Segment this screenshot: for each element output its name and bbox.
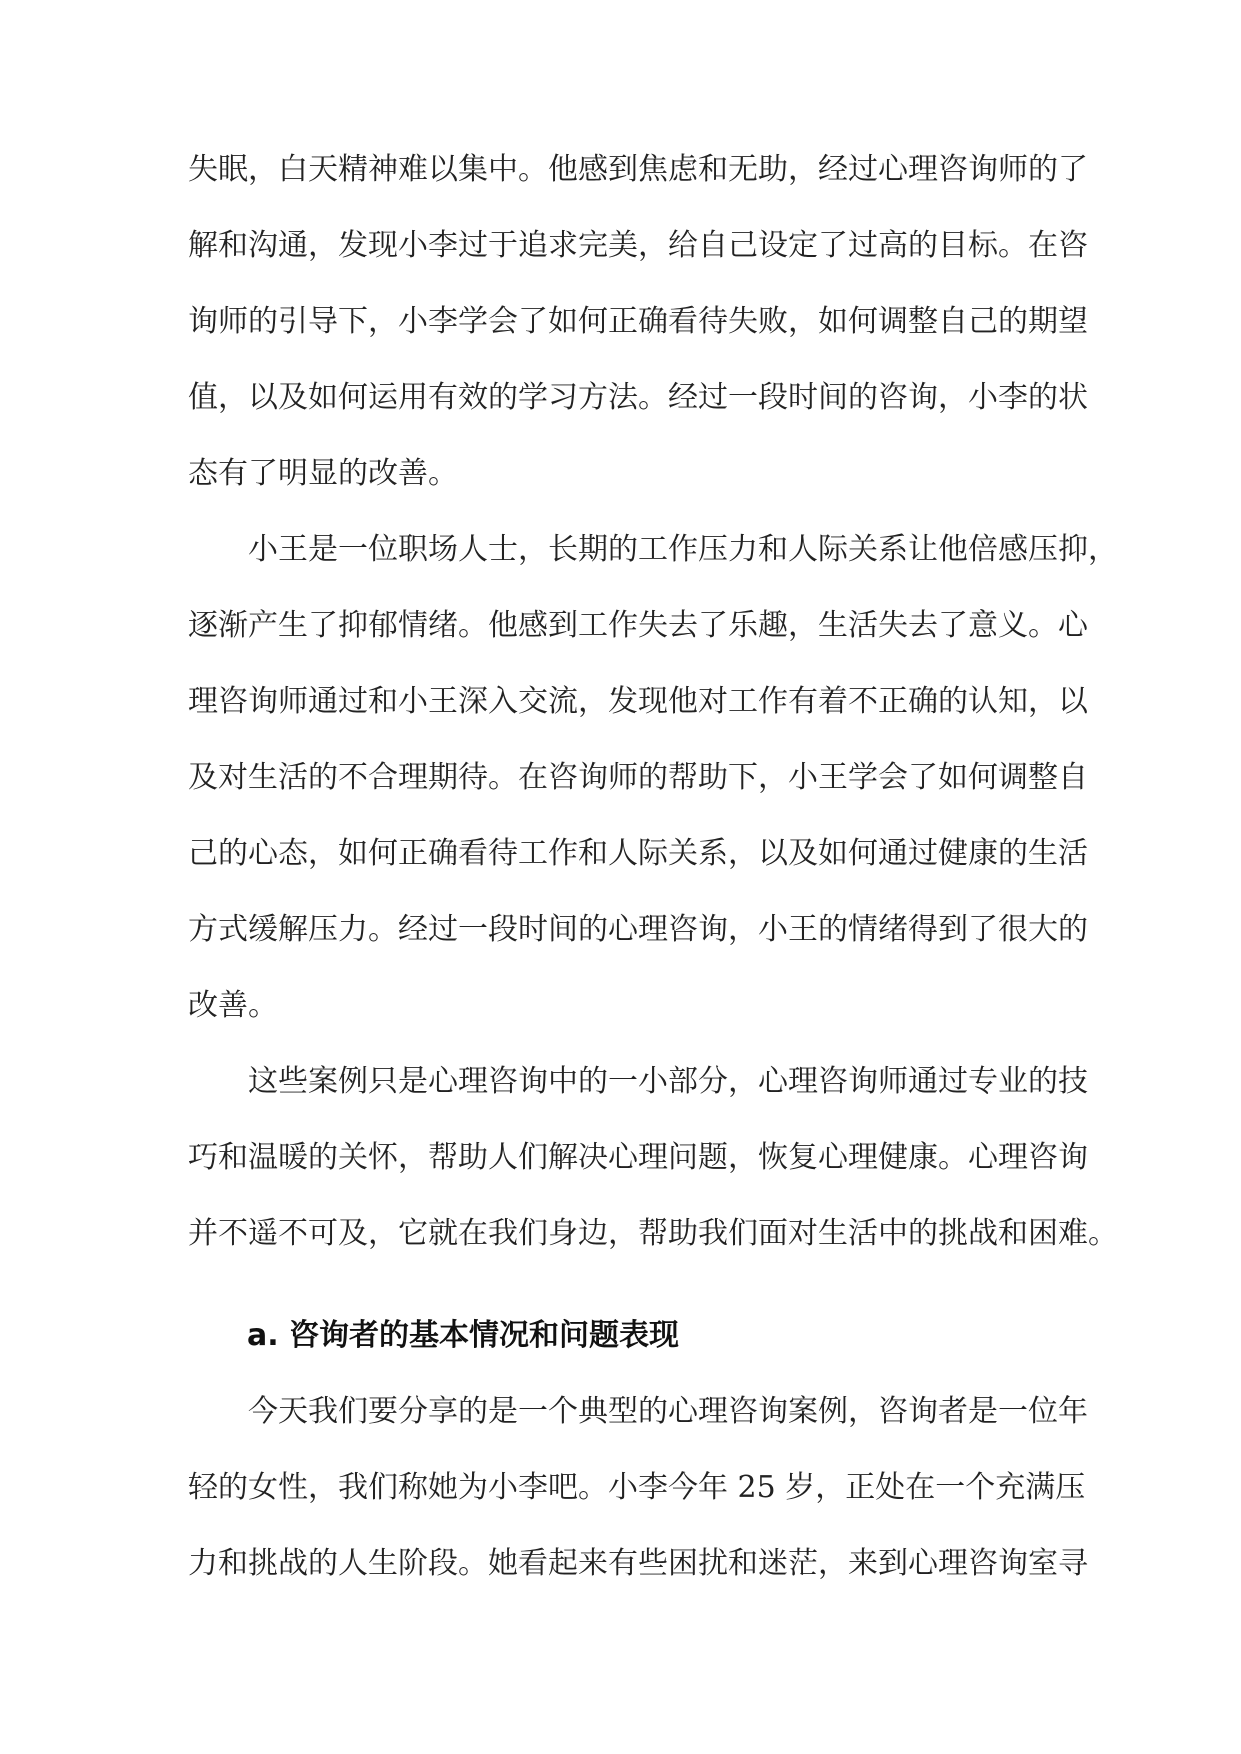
text-line: 理咨询师通过和小王深入交流，发现他对工作有着不正确的认知，以: [188, 684, 1088, 719]
heading-marker: a.: [247, 1318, 279, 1353]
text-line: 力和挑战的人生阶段。她看起来有些困扰和迷茫，来到心理咨询室寻: [188, 1546, 1088, 1581]
text-line: 方式缓解压力。经过一段时间的心理咨询，小王的情绪得到了很大的: [188, 912, 1088, 947]
text-line: 轻的女性，我们称她为小李吧。小李今年 25 岁，正处在一个充满压: [188, 1470, 1086, 1505]
text-line: 己的心态，如何正确看待工作和人际关系，以及如何通过健康的生活: [188, 836, 1088, 871]
text-line: 失眠，白天精神难以集中。他感到焦虑和无助，经过心理咨询师的了: [188, 152, 1088, 187]
text-line: 巧和温暖的关怀，帮助人们解决心理问题，恢复心理健康。心理咨询: [188, 1140, 1088, 1175]
text-line: 今天我们要分享的是一个典型的心理咨询案例，咨询者是一位年: [248, 1394, 1088, 1429]
text-line: 逐渐产生了抑郁情绪。他感到工作失去了乐趣，生活失去了意义。心: [188, 608, 1088, 643]
text-line: 这些案例只是心理咨询中的一小部分，心理咨询师通过专业的技: [248, 1064, 1088, 1099]
text-line: 态有了明显的改善。: [188, 456, 458, 491]
text-line: 值，以及如何运用有效的学习方法。经过一段时间的咨询，小李的状: [188, 380, 1088, 415]
text-line: 及对生活的不合理期待。在咨询师的帮助下，小王学会了如何调整自: [188, 760, 1088, 795]
text-line: 并不遥不可及，它就在我们身边，帮助我们面对生活中的挑战和困难。: [188, 1216, 1118, 1251]
section-heading: [247, 1316, 679, 1356]
text-line: 解和沟通，发现小李过于追求完美，给自己设定了过高的目标。在咨: [188, 228, 1088, 263]
text-line: 小王是一位职场人士，长期的工作压力和人际关系让他倍感压抑，: [248, 532, 1118, 567]
text-line: 询师的引导下，小李学会了如何正确看待失败，如何调整自己的期望: [188, 304, 1088, 339]
text-line: 改善。: [188, 988, 278, 1023]
heading-text: 咨询者的基本情况和问题表现: [289, 1318, 679, 1353]
